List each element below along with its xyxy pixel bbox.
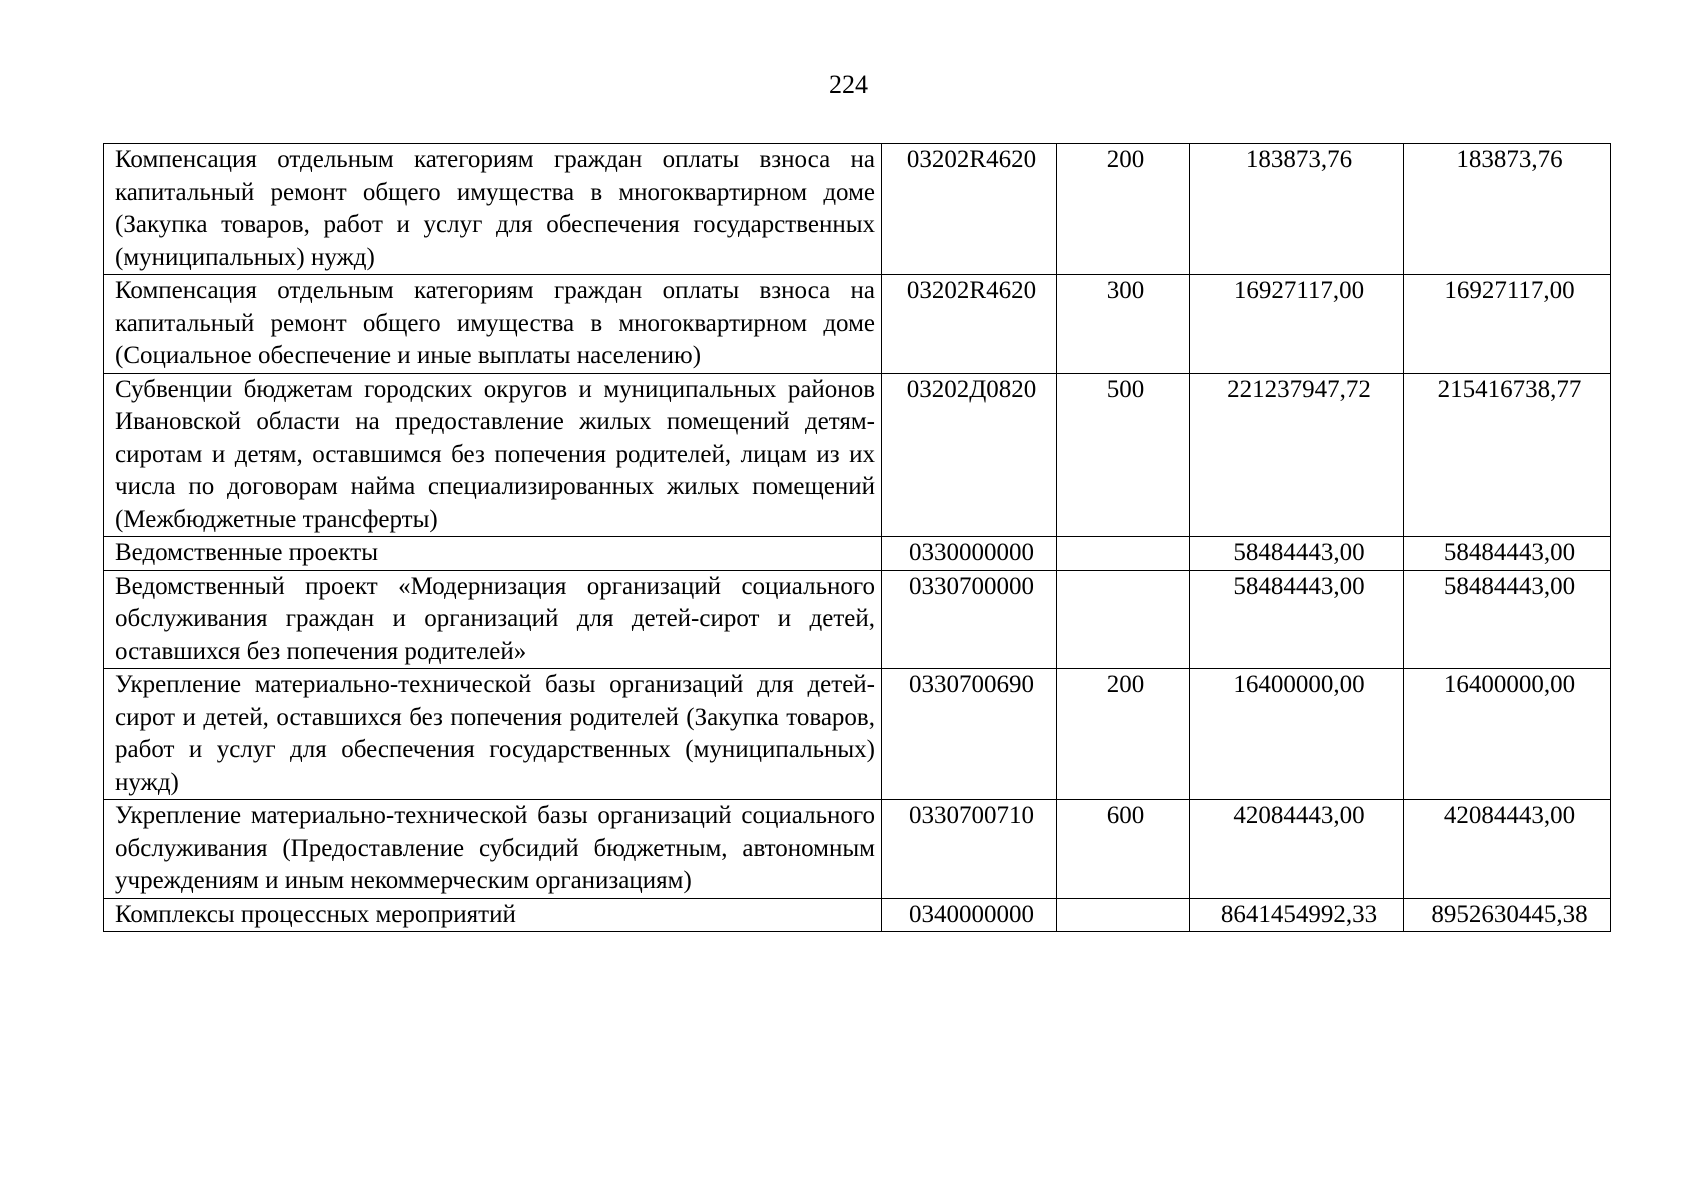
row-code-cell: 0330700710 [882, 800, 1057, 899]
budget-table [103, 143, 1611, 932]
row-value2-cell: 8952630445,38 [1404, 898, 1611, 932]
row-name-cell: Ведомственные проекты [104, 537, 882, 571]
row-value1-cell: 221237947,72 [1190, 373, 1404, 537]
table-row [104, 800, 1611, 899]
row-code-cell: 03202R4620 [882, 275, 1057, 374]
row-type-cell: 500 [1057, 373, 1190, 537]
row-value2-cell: 58484443,00 [1404, 537, 1611, 571]
row-name-cell: Компенсация отдельным категориям граждан оплаты взноса на капитальный ремонт общего имущества в многоквартирном доме (Закупка товаров, работ и услуг для обеспечения государственных (муниципальных) нужд) [104, 144, 882, 275]
table-row [104, 898, 1611, 932]
row-value1-cell: 16400000,00 [1190, 669, 1404, 800]
row-name-cell: Укрепление материально-технической базы организаций социального обслуживания (Предоставление субсидий бюджетным, автономным учреждениям и иным некоммерческим организациям) [104, 800, 882, 899]
row-code-cell: 0330700000 [882, 570, 1057, 669]
row-type-cell: 300 [1057, 275, 1190, 374]
row-value1-cell: 16927117,00 [1190, 275, 1404, 374]
row-type-cell: 200 [1057, 669, 1190, 800]
row-type-cell: 600 [1057, 800, 1190, 899]
row-code-cell: 0340000000 [882, 898, 1057, 932]
row-code-cell: 03202R4620 [882, 144, 1057, 275]
table-row [104, 275, 1611, 374]
page-number: 224 [829, 70, 868, 99]
table-row [104, 570, 1611, 669]
table-row [104, 669, 1611, 800]
row-value2-cell: 58484443,00 [1404, 570, 1611, 669]
row-name-cell: Компенсация отдельным категориям граждан оплаты взноса на капитальный ремонт общего имущества в многоквартирном доме (Социальное обеспечение и иные выплаты населению) [104, 275, 882, 374]
table-row [104, 537, 1611, 571]
row-value2-cell: 183873,76 [1404, 144, 1611, 275]
row-type-cell [1057, 537, 1190, 571]
row-name-cell: Ведомственный проект «Модернизация организаций социального обслуживания граждан и организаций для детей-сирот и детей, оставшихся без попечения родителей» [104, 570, 882, 669]
row-value1-cell: 58484443,00 [1190, 537, 1404, 571]
row-name-cell: Комплексы процессных мероприятий [104, 898, 882, 932]
row-value2-cell: 16400000,00 [1404, 669, 1611, 800]
row-type-cell [1057, 898, 1190, 932]
row-value1-cell: 42084443,00 [1190, 800, 1404, 899]
row-code-cell: 03202Д0820 [882, 373, 1057, 537]
row-value1-cell: 183873,76 [1190, 144, 1404, 275]
row-value2-cell: 42084443,00 [1404, 800, 1611, 899]
row-code-cell: 0330700690 [882, 669, 1057, 800]
row-type-cell [1057, 570, 1190, 669]
row-value2-cell: 16927117,00 [1404, 275, 1611, 374]
row-value1-cell: 8641454992,33 [1190, 898, 1404, 932]
row-code-cell: 0330000000 [882, 537, 1057, 571]
table-row [104, 144, 1611, 275]
table-row [104, 373, 1611, 537]
row-value1-cell: 58484443,00 [1190, 570, 1404, 669]
row-name-cell: Субвенции бюджетам городских округов и муниципальных районов Ивановской области на предоставление жилых помещений детям-сиротам и детям, оставшимся без попечения родителей, лицам из их числа по договорам найма специализированных жилых помещений (Межбюджетные трансферты) [104, 373, 882, 537]
row-type-cell: 200 [1057, 144, 1190, 275]
row-name-cell: Укрепление материально-технической базы организаций для детей-сирот и детей, оставшихся без попечения родителей (Закупка товаров, работ и услуг для обеспечения государственных (муниципальных) нужд) [104, 669, 882, 800]
row-value2-cell: 215416738,77 [1404, 373, 1611, 537]
